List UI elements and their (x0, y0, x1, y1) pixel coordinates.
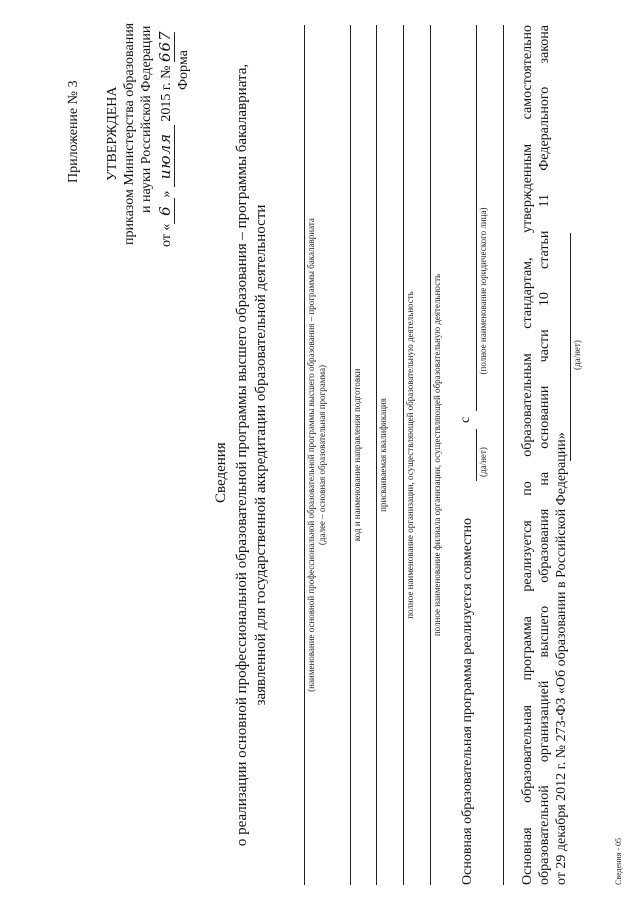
form-label: Форма (176, 50, 191, 90)
order-date-line (156, 32, 175, 247)
organization-caption: полное наименование организации, осуществляющей образовательную деятельность (405, 291, 415, 619)
standards-line-1: Основная образовательная программа реализуется по образовательным стандартам, утвержденным самостоятельно (520, 25, 535, 885)
standards-yesno-caption: (да/нет) (572, 340, 582, 370)
form-code: Сведения - 05 (614, 837, 623, 885)
joint-entity-line (476, 25, 477, 411)
date-day: 6 (156, 198, 175, 224)
qualification-line (376, 25, 377, 885)
branch-line (430, 25, 431, 885)
code-line (350, 25, 351, 885)
appendix-label: Приложение № 3 (66, 80, 81, 183)
standards-line-2: образовательной организацией высшего образования на основании части 10 статьи 11 Федерального закона (537, 25, 552, 885)
date-month: июля (156, 125, 175, 187)
branch-caption: полное наименование филиала организации, осуществляющей образовательную деятельность (432, 273, 442, 637)
standards-line-3: от 29 декабря 2012 г. № 273-ФЗ «Об образовании в Российской Федерации» (554, 432, 569, 885)
date-mid: » (159, 190, 174, 198)
program-caption-2: (далее – основная образовательная программа) (317, 364, 327, 546)
date-prefix: от « (159, 223, 174, 247)
section-divider (503, 25, 504, 885)
joint-yesno-line (476, 429, 477, 481)
standards-yesno-line (570, 233, 571, 461)
organization-line (403, 25, 404, 885)
code-caption: код и наименование направления подготовки (352, 368, 362, 542)
order-line-2: и науки Российской Федерации (139, 25, 154, 213)
date-year: 2015 г. № (159, 65, 174, 122)
document-heading: Сведения (213, 442, 229, 503)
program-name-line (304, 25, 305, 885)
title-line-1: о реализации основной профессиональной образовательной программы высшего образования – программы бакалавриата, (234, 63, 250, 847)
program-caption-1: (наименование основной профессиональной образовательной программы высшего образования – программы бакалавриата (306, 218, 316, 692)
joint-with: с (458, 416, 473, 423)
order-line-1: приказом Министерства образования (122, 22, 137, 245)
joint-yesno-caption: (да/нет) (478, 447, 488, 477)
approved-label: УТВЕРЖДЕНА (105, 86, 120, 181)
title-line-2: заявленной для государственной аккредитации образовательной деятельности (253, 204, 269, 706)
order-number: 667 (156, 30, 174, 63)
joint-entity-caption: (полное наименование юридического лица) (478, 207, 488, 375)
qualification-caption: присваиваемая квалификация (378, 398, 388, 512)
rotated-form-canvas (10, 13, 630, 893)
joint-text: Основная образовательная программа реализуется совместно (460, 517, 475, 885)
